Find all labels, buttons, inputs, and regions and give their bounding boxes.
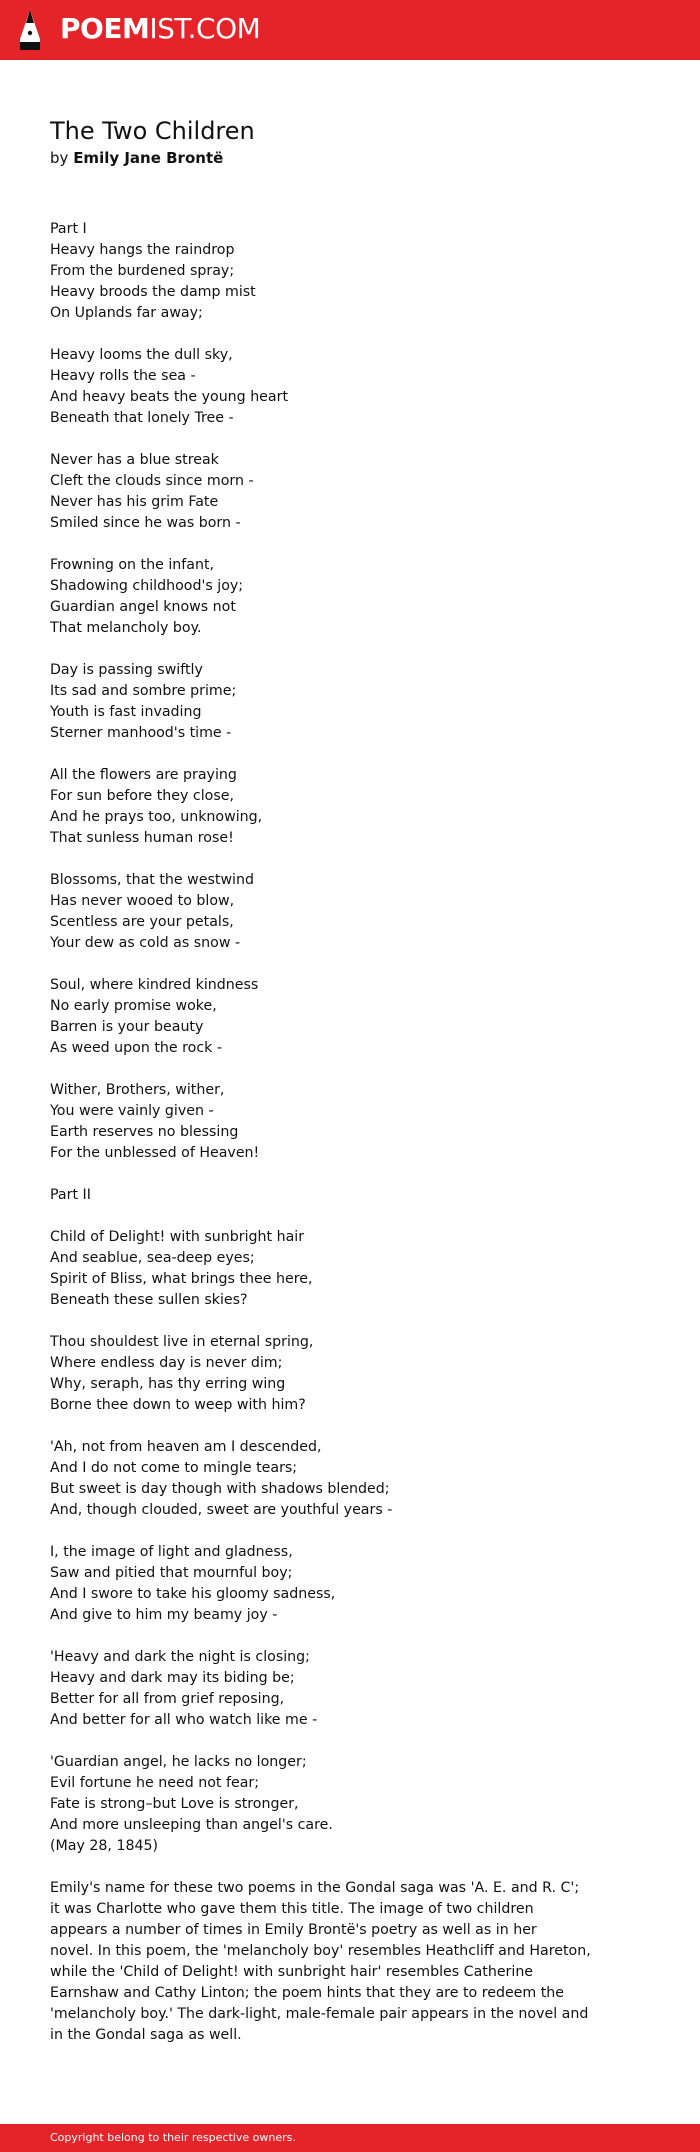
poem-line: Earnshaw and Cathy Linton; the poem hints that they are to redeem the [50, 1985, 565, 2001]
poem-line: Thou shouldest live in eternal spring, [50, 1334, 314, 1350]
poem-line: And I do not come to mingle tears; [50, 1460, 298, 1476]
poem-line: Child of Delight! with sunbright hair [50, 1229, 305, 1245]
poem-line: No early promise woke, [50, 998, 217, 1014]
poem-author[interactable]: Emily Jane Brontë [73, 149, 224, 167]
poem-line: For the unblessed of Heaven! [50, 1145, 260, 1161]
stanza-break [50, 1416, 650, 1437]
poem-line: Saw and pitied that mournful boy; [50, 1565, 293, 1581]
poem-line: (May 28, 1845) [50, 1838, 159, 1854]
poem-line: Heavy rolls the sea - [50, 368, 196, 384]
poem-line: Better for all from grief reposing, [50, 1691, 285, 1707]
poem-line: 'Guardian angel, he lacks no longer; [50, 1754, 307, 1770]
poem-line: And heavy beats the young heart [50, 389, 289, 405]
poem-line: Smiled since he was born - [50, 515, 241, 531]
poem-line: 'Heavy and dark the night is closing; [50, 1649, 310, 1665]
poem-line: while the 'Child of Delight! with sunbright hair' resembles Catherine [50, 1964, 534, 1980]
poem-body [50, 219, 650, 2046]
site-header [0, 0, 700, 60]
poem-line: From the burdened spray; [50, 263, 235, 279]
poem-line: Fate is strong–but Love is stronger, [50, 1796, 299, 1812]
logo-bold-text: POEM [60, 12, 150, 45]
poem-line: Frowning on the infant, [50, 557, 215, 573]
poem-line: 'Ah, not from heaven am I descended, [50, 1439, 322, 1455]
poem-byline [50, 148, 650, 168]
poem-line: Never has his grim Fate [50, 494, 219, 510]
poem-line: Soul, where kindred kindness [50, 977, 259, 993]
stanza-break [50, 1059, 650, 1080]
poem-line: As weed upon the rock - [50, 1040, 223, 1056]
poem-line: Youth is fast invading [50, 704, 202, 720]
poem-line: And give to him my beamy joy - [50, 1607, 278, 1623]
poem-line: Cleft the clouds since morn - [50, 473, 254, 489]
poem-line: Borne thee down to weep with him? [50, 1397, 306, 1413]
stanza-break [50, 744, 650, 765]
poem-line: Sterner manhood's time - [50, 725, 232, 741]
poem-line: Blossoms, that the westwind [50, 872, 254, 888]
poem-line: And seablue, sea-deep eyes; [50, 1250, 255, 1266]
poem-line: Barren is your beauty [50, 1019, 204, 1035]
stanza-break [50, 1206, 650, 1227]
pen-nib-icon[interactable] [18, 9, 42, 51]
stanza-break [50, 1521, 650, 1542]
poem-line: Guardian angel knows not [50, 599, 236, 615]
poem-line: That sunless human rose! [50, 830, 234, 846]
poem-line: And better for all who watch like me - [50, 1712, 318, 1728]
stanza-break [50, 324, 650, 345]
poem-line: appears a number of times in Emily Brontë's poetry as well as in her [50, 1922, 537, 1938]
poem-line: Emily's name for these two poems in the Gondal saga was 'A. E. and R. C'; [50, 1880, 580, 1896]
poem-title: The Two Children [50, 117, 255, 145]
poem-line: All the flowers are praying [50, 767, 237, 783]
stanza-break [50, 1164, 650, 1185]
poem-line: Shadowing childhood's joy; [50, 578, 244, 594]
poem-line: Evil fortune he need not fear; [50, 1775, 260, 1791]
poem-line: And, though clouded, sweet are youthful years - [50, 1502, 393, 1518]
poem-line: Never has a blue streak [50, 452, 219, 468]
poem-line: Beneath these sullen skies? [50, 1292, 248, 1308]
poem-line: 'melancholy boy.' The dark-light, male-female pair appears in the novel and [50, 2006, 589, 2022]
site-footer [0, 2124, 700, 2152]
poem-line: novel. In this poem, the 'melancholy boy' resembles Heathcliff and Hareton, [50, 1943, 591, 1959]
poem-heading [50, 116, 650, 168]
site-logo[interactable] [60, 11, 260, 47]
poem-line: You were vainly given - [50, 1103, 214, 1119]
poem-line: Where endless day is never dim; [50, 1355, 283, 1371]
logo-light-text: IST.COM [149, 12, 261, 45]
poem-line: And he prays too, unknowing, [50, 809, 263, 825]
poem-line: Its sad and sombre prime; [50, 683, 237, 699]
copyright-text: Copyright belong to their respective owners. [50, 2131, 296, 2144]
stanza-break [50, 1731, 650, 1752]
poem-line: I, the image of light and gladness, [50, 1544, 293, 1560]
poem-line: For sun before they close, [50, 788, 234, 804]
poem-line: Wither, Brothers, wither, [50, 1082, 225, 1098]
poem-line: Heavy and dark may its biding be; [50, 1670, 295, 1686]
poem-line: in the Gondal saga as well. [50, 2027, 242, 2043]
by-label: by [50, 149, 69, 167]
poem-line: Scentless are your petals, [50, 914, 234, 930]
poem-line: Why, seraph, has thy erring wing [50, 1376, 286, 1392]
poem-line: it was Charlotte who gave them this title. The image of two children [50, 1901, 534, 1917]
stanza-break [50, 1311, 650, 1332]
poem-line: On Uplands far away; [50, 305, 203, 321]
stanza-break [50, 849, 650, 870]
stanza-break [50, 534, 650, 555]
poem-line: Heavy hangs the raindrop [50, 242, 235, 258]
poem-line: But sweet is day though with shadows blended; [50, 1481, 390, 1497]
stanza-break [50, 1857, 650, 1878]
poem-line: Heavy broods the damp mist [50, 284, 256, 300]
stanza-break [50, 1626, 650, 1647]
poem-line: Day is passing swiftly [50, 662, 203, 678]
poem-line: Part II [50, 1187, 91, 1203]
poem-line: Spirit of Bliss, what brings thee here, [50, 1271, 313, 1287]
stanza-break [50, 639, 650, 660]
poem-line: Earth reserves no blessing [50, 1124, 239, 1140]
stanza-break [50, 954, 650, 975]
stanza-break [50, 429, 650, 450]
poem-line: Heavy looms the dull sky, [50, 347, 233, 363]
poem-line: Beneath that lonely Tree - [50, 410, 234, 426]
poem-line: Has never wooed to blow, [50, 893, 235, 909]
poem-line: Part I [50, 221, 87, 237]
poem-line: And I swore to take his gloomy sadness, [50, 1586, 336, 1602]
poem-line: Your dew as cold as snow - [50, 935, 241, 951]
poem-line: That melancholy boy. [50, 620, 202, 636]
poem-line: And more unsleeping than angel's care. [50, 1817, 333, 1833]
